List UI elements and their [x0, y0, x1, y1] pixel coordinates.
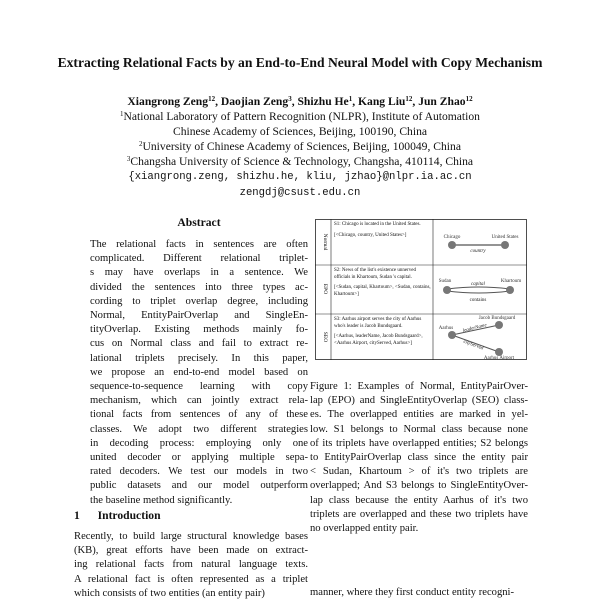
author-name: Kang Liu	[358, 95, 406, 108]
graph-s3	[439, 316, 516, 360]
abstract-line: the baseline method significantly.	[90, 494, 233, 506]
node-label: Jacob Bundsgaard	[478, 316, 516, 321]
abstract-line: united decoder or applying multiple sepa-	[90, 452, 308, 464]
author-block	[0, 94, 600, 201]
abstract-line: rated decoders. We test our models in two	[90, 466, 308, 478]
abstract-line: tityOverlap. Existing methods mainly fo-	[90, 324, 308, 336]
abstract-heading: Abstract	[177, 216, 221, 229]
caption-line: no overlapped entity pair.	[310, 523, 419, 535]
abstract-line: s may have overlaps in a sentence. We	[90, 267, 308, 279]
node-sudan	[443, 286, 451, 294]
graph-s1	[444, 235, 519, 254]
section-number: 1	[74, 509, 80, 522]
author-name: Shizhu He	[297, 95, 349, 108]
row-label-normal: Normal	[322, 233, 328, 251]
caption-line: < Sudan, Khartoum > of it's two triplets are	[310, 466, 528, 478]
affiliation-1: $^1$National Laboratory of Pattern Recognition (NLPR), Institute of Automation	[120, 110, 480, 123]
author-name: Xiangrong Zeng	[127, 95, 209, 108]
author-name: Jun Zhao	[418, 95, 466, 108]
abstract-line: in decoding process: employing only one	[90, 437, 308, 449]
node-label: Khartoum	[500, 279, 522, 284]
node-jacob	[495, 321, 503, 329]
node-label: Chicago	[443, 235, 461, 240]
affiliation-2: $^2$University of Chinese Academy of Sciences, Beijing, 100049, China	[139, 140, 461, 153]
node-label: Sudan	[438, 279, 452, 284]
abstract-line: mechanism, which can jointly extract rela-	[90, 395, 308, 407]
section-title: Introduction	[97, 509, 161, 522]
edge-label: capital	[471, 282, 485, 287]
node-label: Aarhus	[438, 326, 454, 331]
graph-s2	[439, 279, 521, 303]
edge-label: contains	[469, 298, 487, 303]
row-label-seo: SEO	[322, 331, 328, 343]
intro-line: ing relational facts from natural language texts.	[74, 559, 308, 571]
affiliation-3: $^3$Changsha University of Science & Technology, Changsha, 410114, China	[126, 155, 474, 168]
caption-line: overlapped; And S3 belongs to SingleEntityOver-	[310, 480, 528, 492]
figure-1	[315, 219, 527, 360]
intro-heading	[74, 509, 161, 522]
figure-caption	[310, 380, 528, 536]
caption-line: to EntityPairOverlap class since the entity pair	[310, 452, 528, 464]
node-aarhus	[448, 331, 456, 339]
email-line-1: {xiangrong.zeng, shizhu.he, kliu, jzhao}@nlpr.ia.ac.cn	[128, 171, 472, 183]
abstract-line: tional facts from sentences of any of these	[90, 409, 308, 421]
abstract-line: we propose an end-to-end model based on	[90, 366, 308, 378]
row-label-epo: EPO	[322, 283, 328, 295]
edge-label: leaderName	[462, 323, 488, 334]
abstract-line: Normal, EntityPairOverlap and SingleEn-	[90, 310, 308, 322]
edge-label: cityServed	[462, 339, 484, 352]
abstract-line: lational triplets precisely. In this paper,	[90, 352, 308, 364]
sentence-s2: S2: News of the list's existence unnerved officials in Khartoum, Sudan 's capital. [<Sudan, capital, Khartoum>, <Sudan, contains, Khartoum>]	[334, 268, 431, 297]
caption-line: Figure 1: Examples of Normal, EntityPairOver-	[310, 381, 528, 392]
caption-line: lap (EPO) and SingleEntityOverlap (SEO) class-	[310, 395, 528, 407]
intro-line: (KB), great efforts have been made on extract-	[74, 545, 308, 557]
abstract-line: cording to triplet overlap degree, including	[90, 295, 308, 307]
abstract-line: cus on Normal class and fail to extract re-	[90, 338, 308, 350]
node-label: Aarhus Airport	[483, 356, 515, 360]
affiliation-1-cont: Chinese Academy of Sciences, Beijing, 100190, China	[172, 125, 428, 138]
intro-body	[74, 530, 308, 601]
abstract-line: sequence-to-sequence learning with copy	[90, 381, 308, 393]
abstract-line: The relational facts in sentences are often	[90, 239, 308, 250]
node-khartoum	[506, 286, 514, 294]
author-name: Daojian Zeng	[220, 95, 289, 108]
sentence-s1: S1: Chicago is located in the United States. [<Chicago, country, United States>]	[334, 222, 421, 238]
caption-line: es. The overlapped entities are marked in yel-	[310, 409, 528, 421]
abstract-body	[90, 238, 308, 508]
abstract-line: divided the sentences into three types ac-	[90, 281, 308, 293]
abstract-line: complicated. Different relational triplet-	[90, 253, 308, 265]
continuation-line: manner, where they first conduct entity recogni-	[310, 587, 515, 598]
intro-line: which consists of two entities (an entity pair)	[74, 587, 265, 599]
node-united-states	[501, 241, 509, 249]
node-aarhus-airport	[495, 348, 503, 356]
intro-line: A relational fact is often represented as a triplet	[74, 573, 308, 585]
caption-line: lap class because the entity Aarhus of it's two	[310, 494, 528, 506]
abstract-line: public datasets and our model outperform	[90, 480, 308, 492]
email-line-2: zengdj@csust.edu.cn	[239, 187, 361, 199]
caption-line: triplets are overlapped and these two triplets have	[310, 508, 528, 520]
edge-label: country	[470, 249, 486, 254]
caption-line: low. S1 belongs to Normal class because none	[310, 423, 528, 435]
paper-title: Extracting Relational Facts by an End-to-End Neural Model with Copy Mechanism	[57, 55, 543, 70]
abstract-line: classes. We adopt two different strategies	[90, 423, 308, 435]
node-chicago	[448, 241, 456, 249]
caption-line: of its triplets have overlapped entities; S2 belongs	[310, 437, 528, 449]
author-names: Xiangrong Zeng$^{12}$, Daojian Zeng$^3$, Shizhu He$^1$, Kang Liu$^{12}$, Jun Zhao$^{12}$	[127, 95, 473, 108]
intro-line: Recently, to build large structural knowledge bases	[74, 531, 308, 542]
sentence-s3: S3: Aarhus airport serves the city of Aarhus who's leader is Jacob Bundsgaard. [<Aarhus, leaderName, Jacob Bundsgaard>, <Aarhus Airport, cityServed, Aarhus>]	[334, 317, 423, 346]
node-label: United States	[491, 235, 519, 240]
